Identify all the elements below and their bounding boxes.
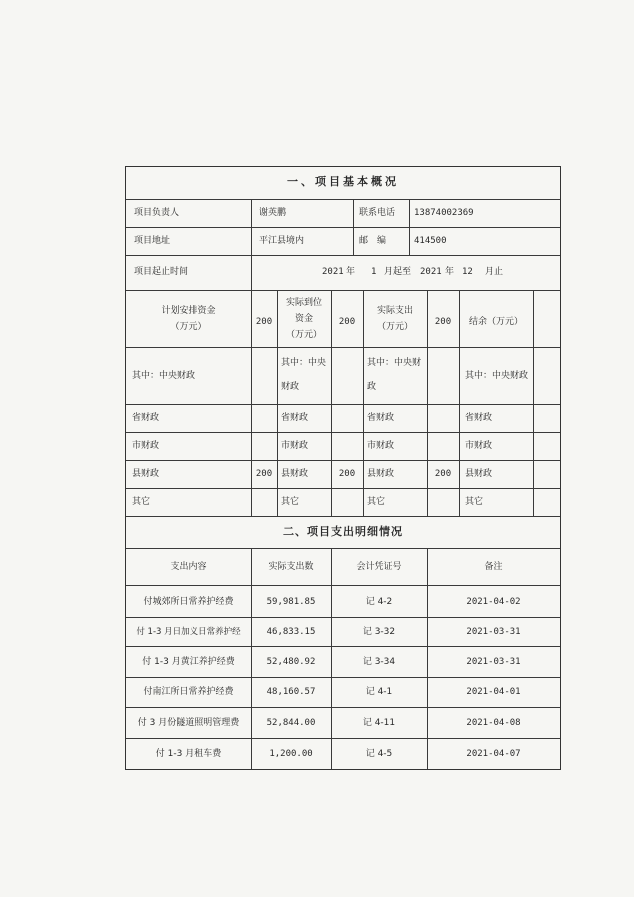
expense-note: 2021-04-08 [466,718,521,728]
period-year-start: 2021 [322,267,344,277]
fund-row-label: 市财政 [281,441,309,451]
rule [126,432,560,433]
period-year-end: 2021 [420,267,442,277]
expense-voucher: 记 3-34 [362,657,396,667]
label-balance: 结余（万元） [468,317,523,327]
fund-row-label: 省财政 [465,413,493,423]
col-header-content: 支出内容 [170,562,207,572]
fund-row-label: 其它 [367,497,386,507]
fund-row-label: 县财政 [132,469,160,479]
expense-voucher: 记 3-32 [362,627,396,637]
rule [126,290,560,291]
period-nian-end: 年 [445,267,455,277]
expense-content: 付 1-3 月租车费 [155,749,222,759]
fund-row-label: 县财政 [367,469,395,479]
rule [251,199,252,255]
expense-content: 付 1-3 月黄江养护经费 [142,657,235,667]
fund-row-label: 其中：中央 [281,358,327,368]
label-plan: 计划安排资金 [161,306,216,316]
rule [126,255,560,256]
expense-note: 2021-03-31 [466,657,521,667]
label-postcode: 邮 编 [359,236,387,246]
label-spent: 实际支出 [376,306,413,316]
fund-row-label: 县财政 [281,469,309,479]
rule [126,738,560,739]
fund-row-label: 其中：中央财 [367,358,422,368]
expense-note: 2021-03-31 [466,627,521,637]
rule [126,646,560,647]
rule [409,199,410,255]
plan-total: 200 [255,317,273,327]
expense-content: 付 1-3 月日加义日常养护经 [136,627,241,637]
expense-voucher: 记 4-11 [362,718,396,728]
fund-row-label: 政 [367,382,377,392]
rule [533,290,534,516]
spent-total: 200 [434,317,452,327]
label-manager: 项目负责人 [134,208,180,218]
fund-row-label: 市财政 [367,441,395,451]
expense-amount: 1,200.00 [269,749,313,759]
expense-voucher: 记 4-1 [365,687,393,697]
label-arrived-2: 资金 [294,314,313,324]
expense-amount: 59,981.85 [266,597,316,607]
fund-row-label: 市财政 [132,441,160,451]
rule [126,488,560,489]
fund-row-label: 其它 [465,497,484,507]
rule [126,677,560,678]
rule [126,516,560,517]
label-address: 项目地址 [134,236,171,246]
fund-row-label: 其中：中央财政 [465,371,529,381]
expense-content: 付城郊所日常养护经费 [143,597,234,607]
expense-amount: 46,833.15 [266,627,316,637]
postcode-value: 414500 [414,236,447,246]
address-value: 平江县境内 [259,236,305,246]
fund-row-value: 200 [338,469,356,479]
fund-row-label: 县财政 [465,469,493,479]
fund-row-label: 其它 [281,497,300,507]
rule [126,227,560,228]
manager-name: 谢英鹏 [259,208,287,218]
label-plan-unit: （万元） [170,322,207,332]
rule [126,585,560,586]
expense-voucher: 记 4-2 [365,597,393,607]
expense-content: 付南江所日常养护经费 [143,687,234,697]
label-arrived: 实际到位 [285,298,322,308]
rule [126,548,560,549]
expense-note: 2021-04-07 [466,749,521,759]
label-spent-unit: （万元） [376,322,413,332]
phone-value: 13874002369 [414,208,474,218]
rule [126,617,560,618]
rule [126,707,560,708]
col-header-voucher: 会计凭证号 [356,562,402,572]
expense-note: 2021-04-02 [466,597,521,607]
rule [251,255,252,290]
fund-row-label: 市财政 [465,441,493,451]
expense-amount: 48,160.57 [266,687,316,697]
col-header-amount: 实际支出数 [268,562,314,572]
rule [126,199,560,200]
period-end-label: 月止 [485,267,504,277]
period-from-label: 月起至 [384,267,412,277]
fund-row-label: 财政 [281,382,300,392]
fund-row-label: 省财政 [281,413,309,423]
arrived-total: 200 [338,317,356,327]
period-month-start: 1 [371,267,377,277]
expense-amount: 52,844.00 [266,718,316,728]
section2-title: 二、项目支出明细情况 [283,525,403,538]
fund-row-label: 省财政 [367,413,395,423]
rule [126,347,560,348]
label-phone: 联系电话 [359,208,396,218]
expense-amount: 52,480.92 [266,657,316,667]
fund-row-label: 其它 [132,497,151,507]
period-nian: 年 [346,267,356,277]
col-header-note: 备注 [484,562,503,572]
expense-content: 付 3 月份隧道照明管理费 [137,718,240,728]
fund-row-label: 省财政 [132,413,160,423]
period-month-end: 12 [462,267,473,277]
fund-row-value: 200 [434,469,452,479]
label-arrived-unit: （万元） [285,330,322,340]
rule [353,199,354,255]
section1-title: 一、项目基本概况 [287,175,399,188]
fund-row-value: 200 [255,469,273,479]
rule [126,404,560,405]
fund-row-label: 其中：中央财政 [132,371,196,381]
expense-voucher: 记 4-5 [365,749,393,759]
expense-note: 2021-04-01 [466,687,521,697]
rule [126,460,560,461]
label-period: 项目起止时间 [134,267,189,277]
